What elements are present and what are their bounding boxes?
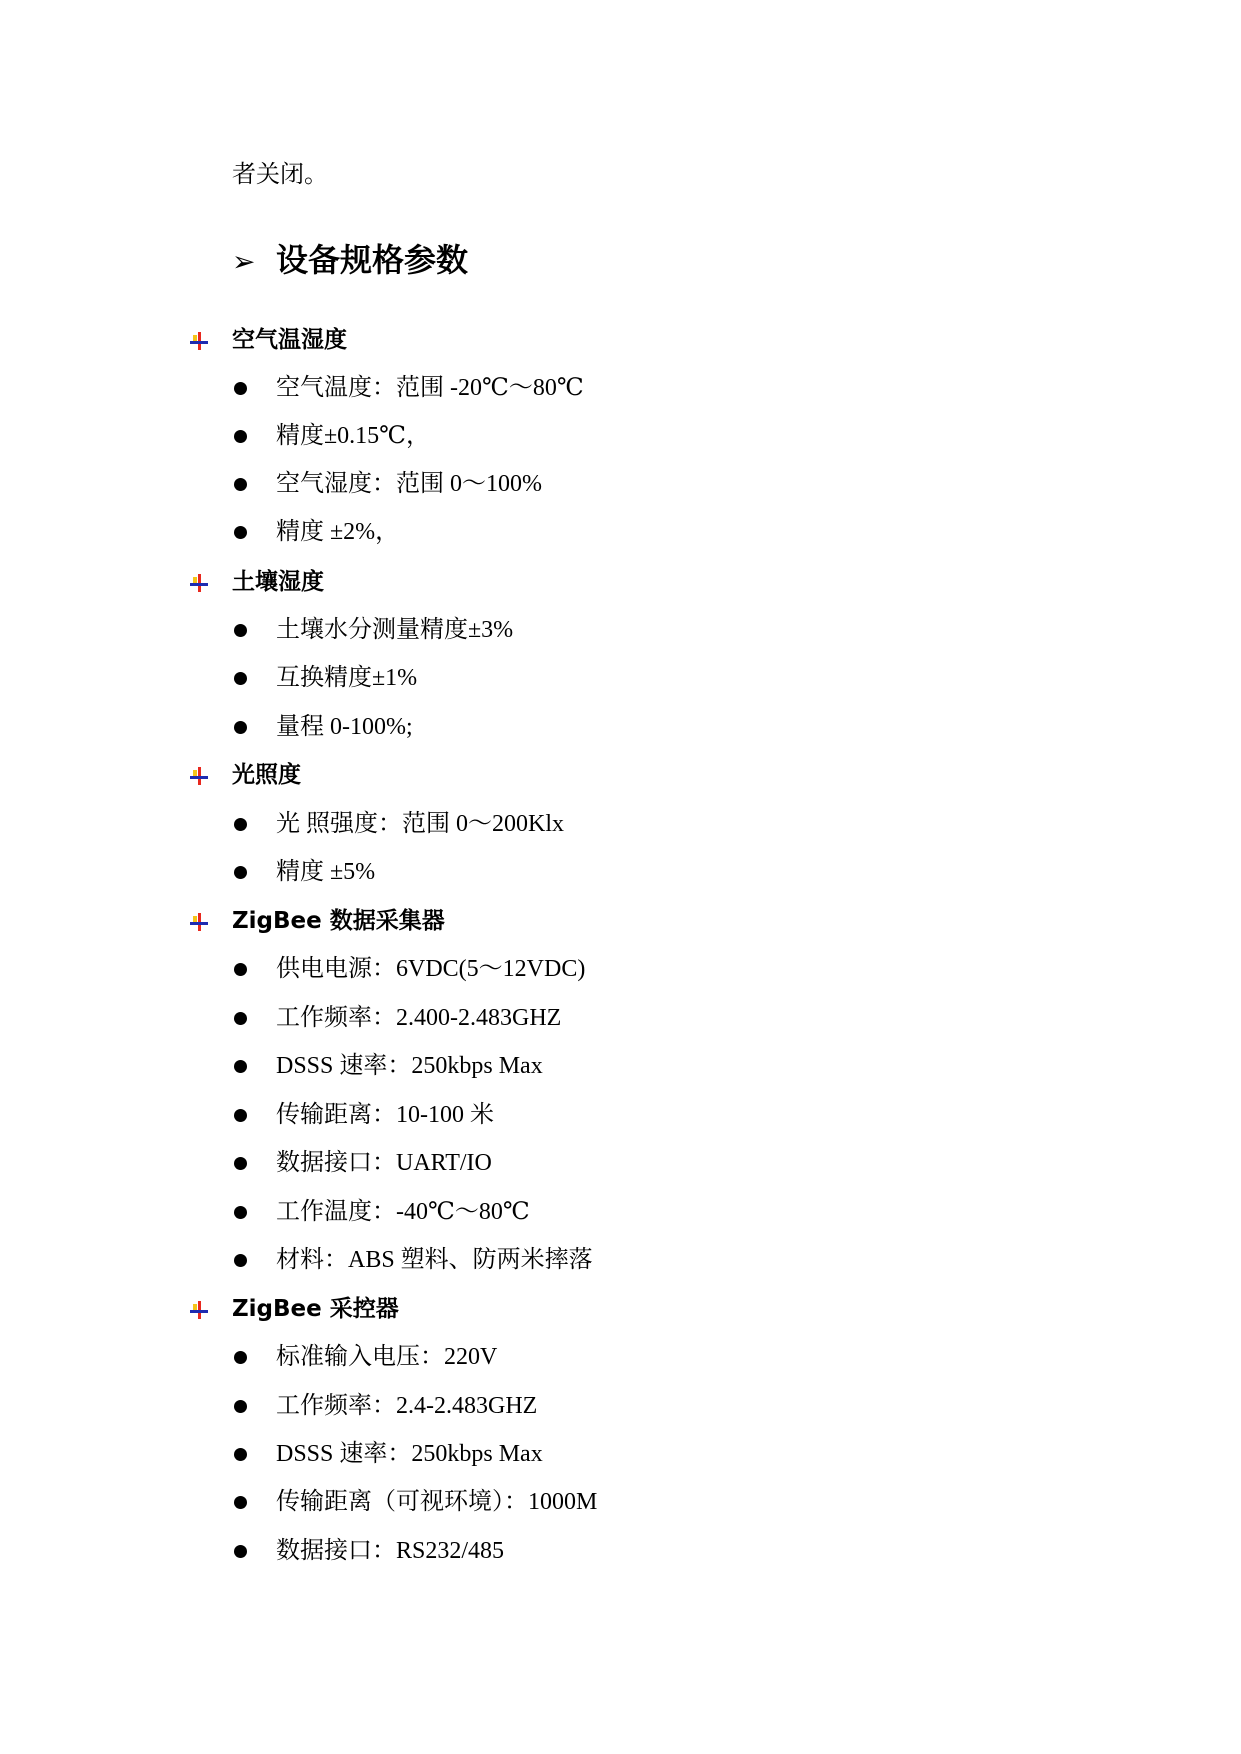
cross-marker-icon — [190, 1301, 208, 1319]
cross-marker-icon — [190, 767, 208, 785]
heading-title: 设备规格参数 — [276, 241, 469, 279]
bullet-dot-icon — [234, 1012, 247, 1025]
bullet-dot-icon — [234, 1448, 247, 1461]
bullet-dot-icon — [234, 721, 247, 734]
bullet-dot-icon — [234, 382, 247, 395]
bullet-dot-icon — [234, 1254, 247, 1267]
bullet-dot-icon — [234, 1206, 247, 1219]
cross-marker-icon — [190, 332, 208, 350]
document-page: 者关闭。 ➢ 设备规格参数 空气温湿度 空气温度：范围 -20℃～80℃ 精度±0.15℃， 空气湿度：范围 0～100% 精度 ±2%， 土壤湿度 土壤水分测量精度±3% 互换精度±1% 量程 0-100%; 光照度 光 照强度：范围 0～200Klx 精度 ±5% ZigBee 数据采集器 供电电源：6VDC(5～12VDC) 工作频率：2.400-2.483GHZ DSSS 速率：250kbps Max 传输距离：10-100 米 数据接口：UART/IO 工作温度：-40℃～80℃ 材料：ABS 塑料、防两米摔落 ZigBee 采控器 标准输入电压：220V 工作频率：2.4-2.483GHZ DSSS 速率：250kbps Max 传输距离（可视环境）：1000M 数据接口：RS232/485 — [0, 0, 1241, 1754]
bullet-dot-icon — [234, 866, 247, 879]
bullet-dot-icon — [234, 430, 247, 443]
bullet-dot-icon — [234, 818, 247, 831]
bullet-dot-icon — [234, 963, 247, 976]
arrow-bullet-icon: ➢ — [232, 245, 256, 278]
bullet-dot-icon — [234, 624, 247, 637]
bullet-dot-icon — [234, 1400, 247, 1413]
bullet-dot-icon — [234, 478, 247, 491]
cross-marker-icon — [190, 574, 208, 592]
bullet-dot-icon — [234, 672, 247, 685]
continuation-text: 者关闭。 — [232, 162, 328, 188]
bullet-dot-icon — [234, 1545, 247, 1558]
bullet-dot-icon — [234, 1157, 247, 1170]
bullet-dot-icon — [234, 1496, 247, 1509]
bullet-dot-icon — [234, 1351, 247, 1364]
bullet-dot-icon — [234, 1109, 247, 1122]
bullet-dot-icon — [234, 526, 247, 539]
section-heading — [232, 240, 468, 282]
cross-marker-icon — [190, 913, 208, 931]
bullet-dot-icon — [234, 1060, 247, 1073]
